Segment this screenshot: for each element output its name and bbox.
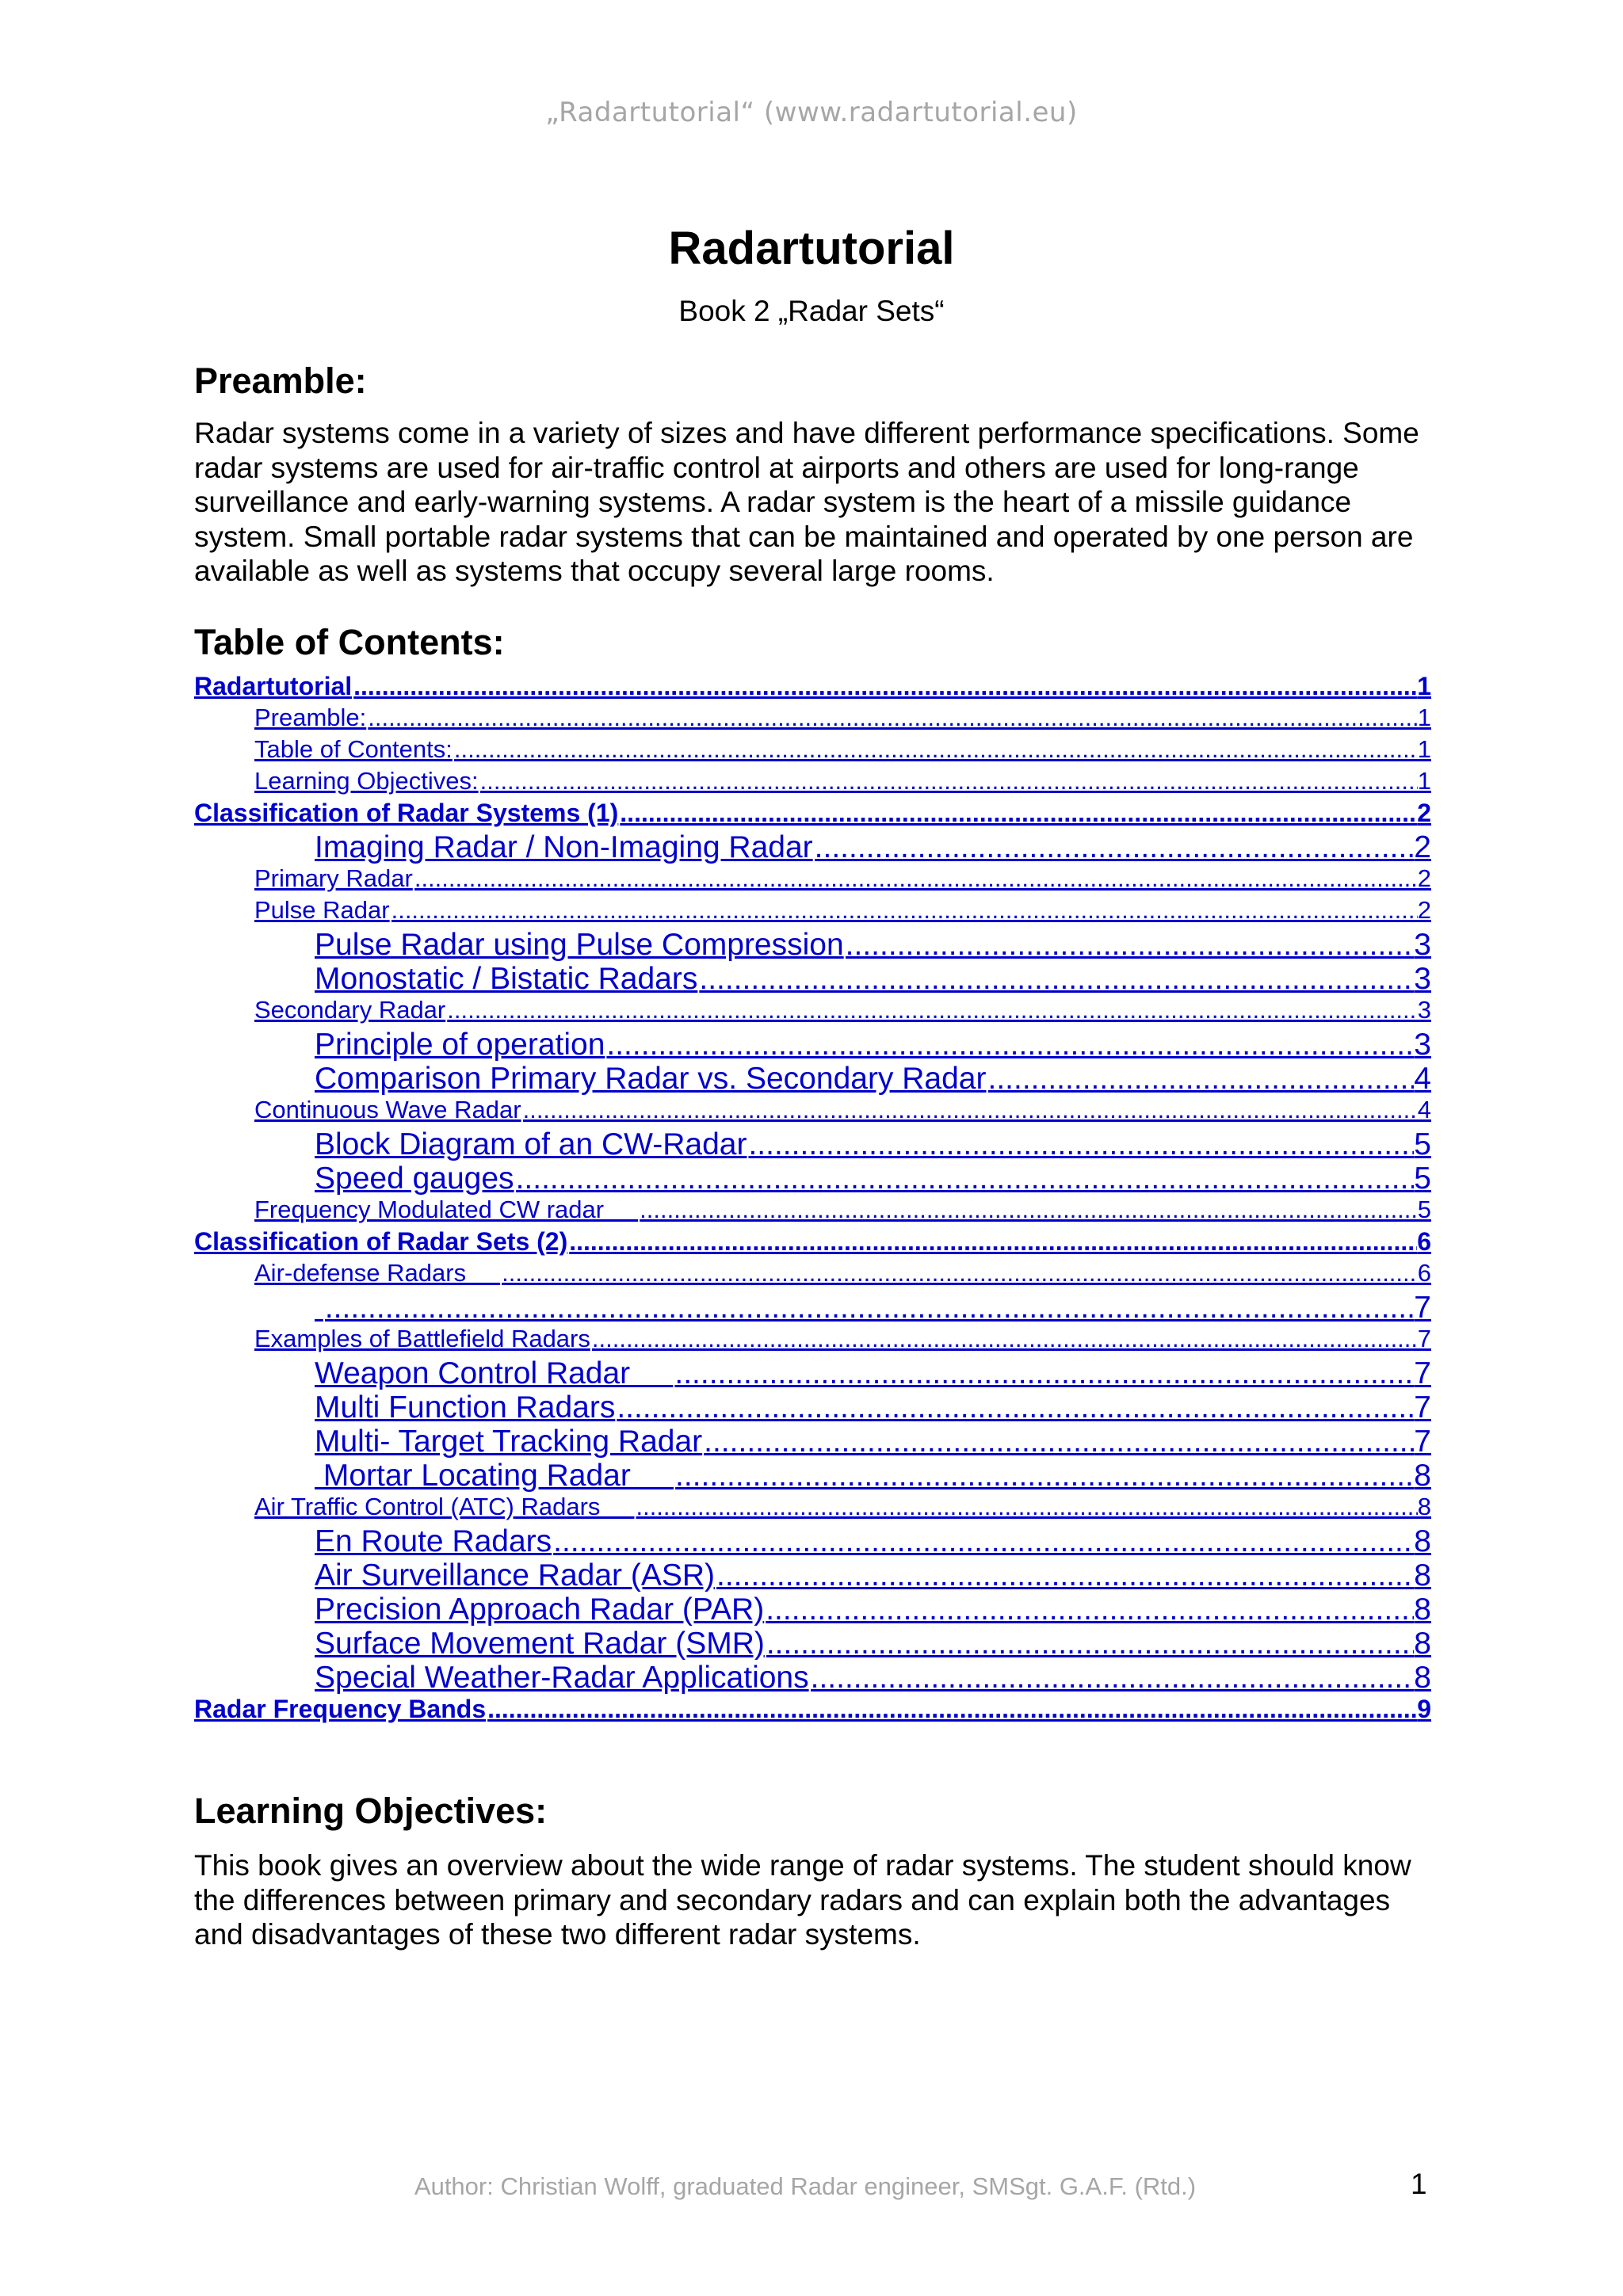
toc-entry[interactable] [194, 996, 1431, 1028]
toc-heading: Table of Contents: [194, 622, 505, 662]
toc-entry[interactable] [194, 799, 1431, 830]
toc-entry[interactable] [194, 1196, 1431, 1227]
toc-entry-page: 8 [1414, 1592, 1431, 1627]
toc-entry[interactable] [194, 962, 1431, 996]
toc-entry-leader [815, 830, 1415, 864]
toc-entry-label: Comparison Primary Radar vs. Secondary Radar [315, 1062, 987, 1096]
toc-entry[interactable] [194, 864, 1431, 896]
toc-entry[interactable] [194, 1425, 1431, 1459]
toc-entry-label: Air-defense Radars [254, 1259, 501, 1287]
toc-entry-label: Monostatic / Bistatic Radars [315, 962, 698, 996]
toc-entry-page: 5 [1417, 1196, 1431, 1223]
toc-entry[interactable] [194, 1291, 1431, 1325]
toc-entry-leader [704, 1425, 1414, 1459]
toc-entry-label: Classification of Radar Sets (2) [194, 1227, 568, 1256]
learning-heading: Learning Objectives: [194, 1791, 548, 1831]
page-number: 1 [1411, 2168, 1427, 2200]
toc-entry-leader [353, 672, 1417, 701]
toc-entry-label: Pulse Radar using Pulse Compression [315, 928, 844, 962]
toc-entry-leader [368, 704, 1417, 732]
toc-entry-page: 1 [1417, 767, 1431, 795]
toc-entry[interactable] [194, 1661, 1431, 1695]
toc-entry-leader [553, 1524, 1414, 1558]
toc-entry-page: 7 [1414, 1356, 1431, 1390]
preamble-body [194, 416, 1430, 589]
learning-section [194, 1791, 1430, 1832]
toc-entry-label: Special Weather-Radar Applications [315, 1661, 809, 1695]
toc-entry[interactable] [194, 1459, 1431, 1493]
toc-entry-label: Learning Objectives: [254, 767, 479, 795]
toc-entry-leader [569, 1227, 1417, 1257]
toc-entry-page: 3 [1417, 996, 1431, 1024]
toc-entry-label: Continuous Wave Radar [254, 1096, 521, 1123]
toc-entry[interactable] [194, 672, 1431, 704]
toc-entry[interactable] [194, 704, 1431, 735]
toc-entry[interactable] [194, 1390, 1431, 1425]
toc-entry-label: Precision Approach Radar (PAR) [315, 1592, 765, 1627]
toc-entry-page: 2 [1414, 830, 1431, 864]
toc-entry[interactable] [194, 1695, 1431, 1726]
toc-entry-page: 8 [1414, 1558, 1431, 1592]
toc-entry-page: 8 [1414, 1661, 1431, 1695]
toc-entry-leader [325, 1291, 1414, 1325]
toc-entry[interactable] [194, 1161, 1431, 1196]
toc-entry-label: Multi Function Radars [315, 1390, 616, 1425]
toc-entry[interactable] [194, 767, 1431, 799]
toc-entry-leader [617, 1390, 1414, 1425]
toc-entry-label: Classification of Radar Systems (1) [194, 799, 619, 827]
toc-entry[interactable] [194, 1592, 1431, 1627]
toc-entry[interactable] [194, 928, 1431, 962]
preamble-heading: Preamble: [194, 360, 367, 401]
toc-entry-leader [699, 962, 1414, 996]
toc-entry-leader [675, 1459, 1414, 1493]
toc-entry[interactable] [194, 1356, 1431, 1390]
toc-entry[interactable] [194, 1062, 1431, 1096]
document-title: Radartutorial [668, 223, 955, 274]
preamble-section [194, 360, 1430, 402]
toc-entry-page: 1 [1417, 704, 1431, 731]
toc-entry-leader [748, 1127, 1414, 1161]
toc-entry-label: Multi- Target Tracking Radar [315, 1425, 703, 1459]
toc-entry-leader [391, 896, 1418, 925]
toc-entry-leader [592, 1325, 1418, 1353]
toc-entry-page: 7 [1414, 1291, 1431, 1325]
preamble-text: Radar systems come in a variety of sizes and have different performance specifications. Some radar systems are used for air-traffic control at airports and others are used for long-range surveillance and early-warning systems. A radar system is the heart of a missile guidance system. Small portable radar systems that can be maintained and operated by one person are available as well as systems that occupy several large rooms. [194, 417, 1419, 587]
toc-entry[interactable] [194, 735, 1431, 767]
learning-body [194, 1848, 1430, 1952]
toc-entry[interactable] [194, 896, 1431, 928]
toc-entry[interactable] [194, 1325, 1431, 1356]
toc-entry-label: Principle of operation [315, 1028, 605, 1062]
toc-entry-leader [487, 1695, 1417, 1724]
learning-text: This book gives an overview about the wide range of radar systems. The student should know the differences between primary and secondary radars and can explain both the advantages and disadvantages of these two different radar systems. [194, 1849, 1411, 1951]
toc-entry-label: Weapon Control Radar [315, 1356, 674, 1390]
toc-entry[interactable] [194, 1493, 1431, 1524]
toc-entry-label: Air Surveillance Radar (ASR) [315, 1558, 716, 1592]
toc-entry[interactable] [194, 1259, 1431, 1291]
toc-section [194, 622, 1430, 663]
toc-entry-page: 2 [1417, 896, 1431, 924]
toc-entry-leader [811, 1661, 1415, 1695]
toc-entry-label: Radar Frequency Bands [194, 1695, 487, 1723]
toc-entry-label: Primary Radar [254, 864, 413, 892]
toc-entry-leader [480, 767, 1418, 795]
toc-entry-label: Radartutorial [194, 672, 353, 700]
toc-entry-leader [454, 735, 1418, 764]
toc-entry[interactable] [194, 1627, 1431, 1661]
toc-entry-page: 6 [1417, 1227, 1431, 1256]
toc-entry-label [315, 1291, 323, 1325]
toc-entry[interactable] [194, 1028, 1431, 1062]
toc-entry-page: 9 [1417, 1695, 1431, 1723]
toc-entry-label: Speed gauges [315, 1161, 514, 1196]
toc-entry-page: 5 [1414, 1161, 1431, 1196]
toc-entry-page: 3 [1414, 1028, 1431, 1062]
toc-entry-label: Surface Movement Radar (SMR) [315, 1627, 765, 1661]
toc-entry-leader [447, 996, 1418, 1024]
toc-entry-label: Pulse Radar [254, 896, 390, 924]
toc-entry-page: 3 [1414, 928, 1431, 962]
toc-entry-page: 2 [1417, 799, 1431, 827]
toc-entry-leader [606, 1028, 1414, 1062]
toc-entry-page: 7 [1414, 1390, 1431, 1425]
toc-entry-leader [640, 1196, 1418, 1224]
toc-entry-label: Table of Contents: [254, 735, 453, 763]
toc-entry-page: 2 [1417, 864, 1431, 892]
toc-entry-leader [766, 1592, 1414, 1627]
toc-entry-leader [620, 799, 1417, 828]
page-header: „Radartutorial“ (www.radartutorial.eu) [545, 97, 1078, 128]
toc-entry-label: Imaging Radar / Non-Imaging Radar [315, 830, 813, 864]
toc-entry-label: Block Diagram of an CW-Radar [315, 1127, 747, 1161]
table-of-contents [194, 672, 1431, 1726]
toc-entry[interactable] [194, 1524, 1431, 1558]
toc-entry-label: Preamble: [254, 704, 367, 731]
toc-entry-leader [414, 864, 1418, 893]
toc-entry-page: 4 [1414, 1062, 1431, 1096]
toc-entry[interactable] [194, 1096, 1431, 1127]
toc-entry-page: 5 [1414, 1127, 1431, 1161]
toc-entry-page: 6 [1417, 1259, 1431, 1287]
toc-entry-leader [523, 1096, 1418, 1124]
toc-entry-page: 1 [1417, 735, 1431, 763]
toc-entry-label: Frequency Modulated CW radar [254, 1196, 639, 1223]
toc-entry-leader [516, 1161, 1415, 1196]
toc-entry-page: 8 [1414, 1459, 1431, 1493]
toc-entry-leader [636, 1493, 1417, 1521]
toc-entry-label: Air Traffic Control (ATC) Radars [254, 1493, 635, 1520]
toc-entry-leader [846, 928, 1415, 962]
toc-entry[interactable] [194, 830, 1431, 864]
toc-entry[interactable] [194, 1127, 1431, 1161]
document-subtitle: Book 2 „Radar Sets“ [678, 295, 945, 327]
toc-entry-page: 1 [1417, 672, 1431, 700]
toc-entry-label: Mortar Locating Radar [315, 1459, 674, 1493]
toc-entry[interactable] [194, 1558, 1431, 1592]
toc-entry-page: 8 [1417, 1493, 1431, 1520]
toc-entry-page: 7 [1417, 1325, 1431, 1352]
toc-entry-page: 8 [1414, 1627, 1431, 1661]
toc-entry[interactable] [194, 1227, 1431, 1259]
toc-entry-page: 4 [1417, 1096, 1431, 1123]
toc-entry-leader [766, 1627, 1414, 1661]
toc-entry-leader [502, 1259, 1418, 1287]
footer-author: Author: Christian Wolff, graduated Radar engineer, SMSgt. G.A.F. (Rtd.) [414, 2172, 1197, 2200]
toc-entry-label: Examples of Battlefield Radars [254, 1325, 590, 1352]
toc-entry-leader [674, 1356, 1414, 1390]
toc-entry-label: En Route Radars [315, 1524, 552, 1558]
toc-entry-page: 7 [1414, 1425, 1431, 1459]
toc-entry-leader [988, 1062, 1415, 1096]
toc-entry-leader [716, 1558, 1414, 1592]
toc-entry-page: 8 [1414, 1524, 1431, 1558]
toc-entry-label: Secondary Radar [254, 996, 446, 1024]
toc-entry-page: 3 [1414, 962, 1431, 996]
